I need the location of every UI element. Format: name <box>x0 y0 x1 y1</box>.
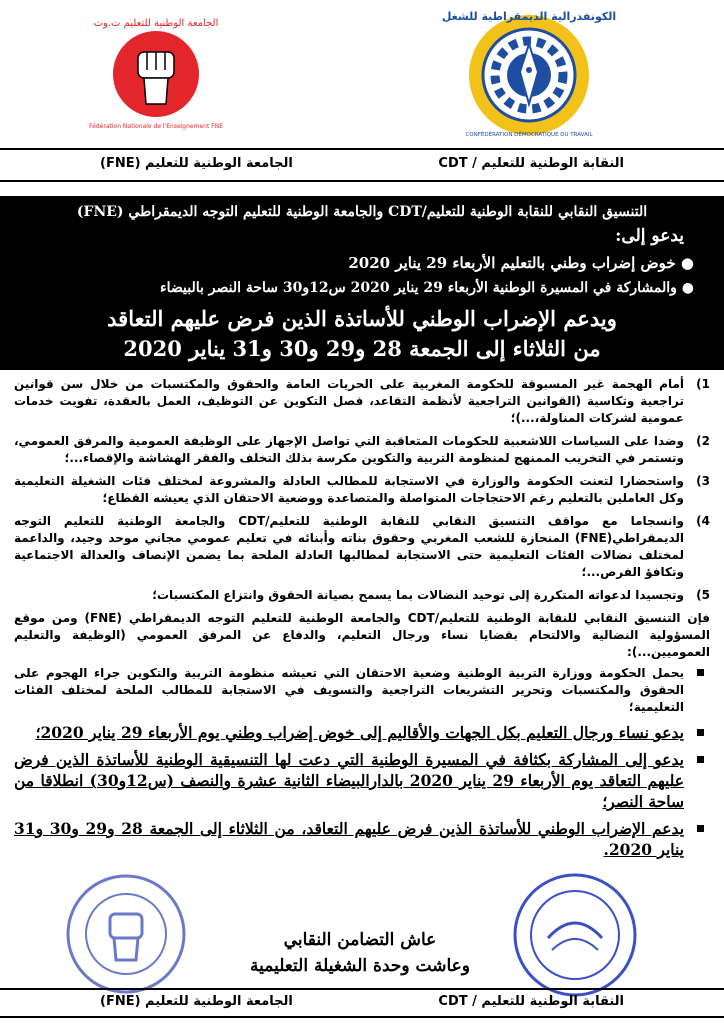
statement-item: 1) أمام الهجمة غير المسبوقة للحكومة المغربية على الحريات العامة والحقوق والمكتسبات من خلال سن قوانين تراجعية وتكاسية (القوانين التراجعية لأنظمة التقاعد، فصل التكوين عن التوظيف، العمل بالعقدة، تفويت خدمات عمومية لشركات المناولة،...)؛ <box>14 377 710 425</box>
banner-bullet-march: ● والمشاركة في المسيرة الوطنية الأربعاء 29 يناير 2020 س12و30 ساحة النصر بالبيضاء <box>160 280 694 296</box>
cdt-logo <box>441 8 617 142</box>
cdt-logo-fr: CONFÉDÉRATION DÉMOCRATIQUE DU TRAVAIL <box>465 132 593 138</box>
footer-fne-org: الجامعة الوطنية للتعليم (FNE) <box>100 994 293 1009</box>
banner-call: يدعو إلى: <box>615 226 684 246</box>
footer-cdt-org: النقابة الوطنية للتعليم / CDT <box>438 994 624 1009</box>
statement-item: 3) واستحضارا لتعنت الحكومة والوزارة في الاستجابة للمطالب العادلة والمشروعة لمختلف فئات الشغيلة التعليمية وكل العاملين بالتعليم رغم الاحتجاجات المتواصلة والمتصاعدة ووضعية الاحتقان الذي يعيشه القطاع؛ <box>14 474 710 505</box>
statement-paragraph: فإن التنسيق النقابي للنقابة الوطنية للتعليم/CDT والجامعة الوطنية للتعليم التوجه الديمقراطي (FNE) ومن موقع المسؤولية النضالية والالتحام بقضايا نساء ورجال التعليم، والدفاع عن المرفق العمومي (الوظيفة والتعليم العموميين...): <box>14 611 710 659</box>
header-org-row <box>0 152 724 178</box>
statement-item: 4) وانسجاما مع مواقف التنسيق النقابي للنقابة الوطنية للتعليم/CDT والجامعة الوطنية للتعليم التوجه الديمقراطي(FNE) المنحازة للشعب المغربي وحقوق بناته وأبنائه في تعليم عمومي مجاني موحد وجيد، والداعمة لمختلف نضالات الفئات التعليمية حتى الاستجابة لمطالبها العادلة الملحة بما يضمن الإنصاف والعدالة الاجتماعية وتكافؤ الفرص...؛ <box>14 514 710 579</box>
header-rule-bottom <box>0 180 724 182</box>
bullet-item: يدعو إلى المشاركة بكثافة في المسيرة الوطنية التي دعت لها التنسيقية الوطنية للأساتذة الذين فرض عليهم التعاقد يوم الأربعاء 29 يناير 2020 بالدارالبيضاء الثانية عشرة والنصف (س12و30) انطلاقا من ساحة النصر؛ <box>14 749 710 812</box>
bullet-item: يدعو نساء ورجال التعليم بكل الجهات والأقاليم إلى خوض إضراب وطني يوم الأربعاء 29 يناير 2020؛ <box>14 722 710 743</box>
call-banner <box>0 196 724 370</box>
bullet-item: يدعم الإضراب الوطني للأساتذة الذين فرض عليهم التعاقد، من الثلاثاء إلى الجمعة 28 و29 و30 و31 يناير 2020. <box>14 818 710 860</box>
footer-org-row <box>0 990 724 1016</box>
bullet-item: يحمل الحكومة ووزارة التربية الوطنية وضعية الاحتقان التي تعيشه منظومة التربية والتكوين جراء الهجوم على الحقوق والمكتسبات وتحرير التشريعات التراجعية والتسويف في الاستجابة للمطالب الملحة لمختلف الفئات التعليمية؛ <box>14 665 710 716</box>
footer-rule-bottom <box>0 1016 724 1018</box>
statement-body <box>14 376 710 866</box>
fne-stamp <box>62 870 190 998</box>
statement-item: 5) وتجسيدا لدعواته المتكررة إلى توحيد النضالات بما يسمح بصيانة الحقوق وانتزاع المكتسبات؛ <box>152 588 710 602</box>
banner-support-line: ويدعم الإضراب الوطني للأساتذة الذين فرض عليهم التعاقد <box>107 306 617 331</box>
header-cdt-org: النقابة الوطنية للتعليم / CDT <box>438 156 624 171</box>
cdt-stamp <box>508 868 642 1002</box>
banner-dates-line: من الثلاثاء إلى الجمعة 28 و29 و30 و31 يناير 2020 <box>123 336 601 361</box>
header-fne-org: الجامعة الوطنية للتعليم (FNE) <box>100 156 293 171</box>
fne-logo-fr: Fédération Nationale de l'Enseignement FNE <box>89 123 223 130</box>
cdt-logo-ar: الكونفدرالية الديمقراطية للشغل <box>441 10 617 23</box>
closing-line-1: عاش التضامن النقابي <box>283 930 437 950</box>
fne-logo-ar: الجامعة الوطنية للتعليم ت.وت <box>93 18 219 29</box>
banner-title: التنسيق النقابي للنقابة الوطنية للتعليم/CDT والجامعة الوطنية للتعليم التوجه الديمقراطي (FNE) <box>76 204 648 220</box>
statement-item: 2) وضدا على السياسات اللاشعبية للحكومات المتعاقبة التي تواصل الإجهاز على الوظيفة العمومية والمرفق العمومي، وتستمر في التخريب الممنهج لمنظومة التربية والتكوين مكرسة بذلك التخلف والفقر الهشاشة والإقصاء...؛ <box>14 434 710 465</box>
banner-bullet-strike: ● خوض إضراب وطني بالتعليم الأربعاء 29 يناير 2020 <box>348 254 694 272</box>
header-rule-top <box>0 148 724 150</box>
fne-logo <box>89 12 223 132</box>
closing-line-2: وعاشت وحدة الشغيلة التعليمية <box>250 956 470 976</box>
